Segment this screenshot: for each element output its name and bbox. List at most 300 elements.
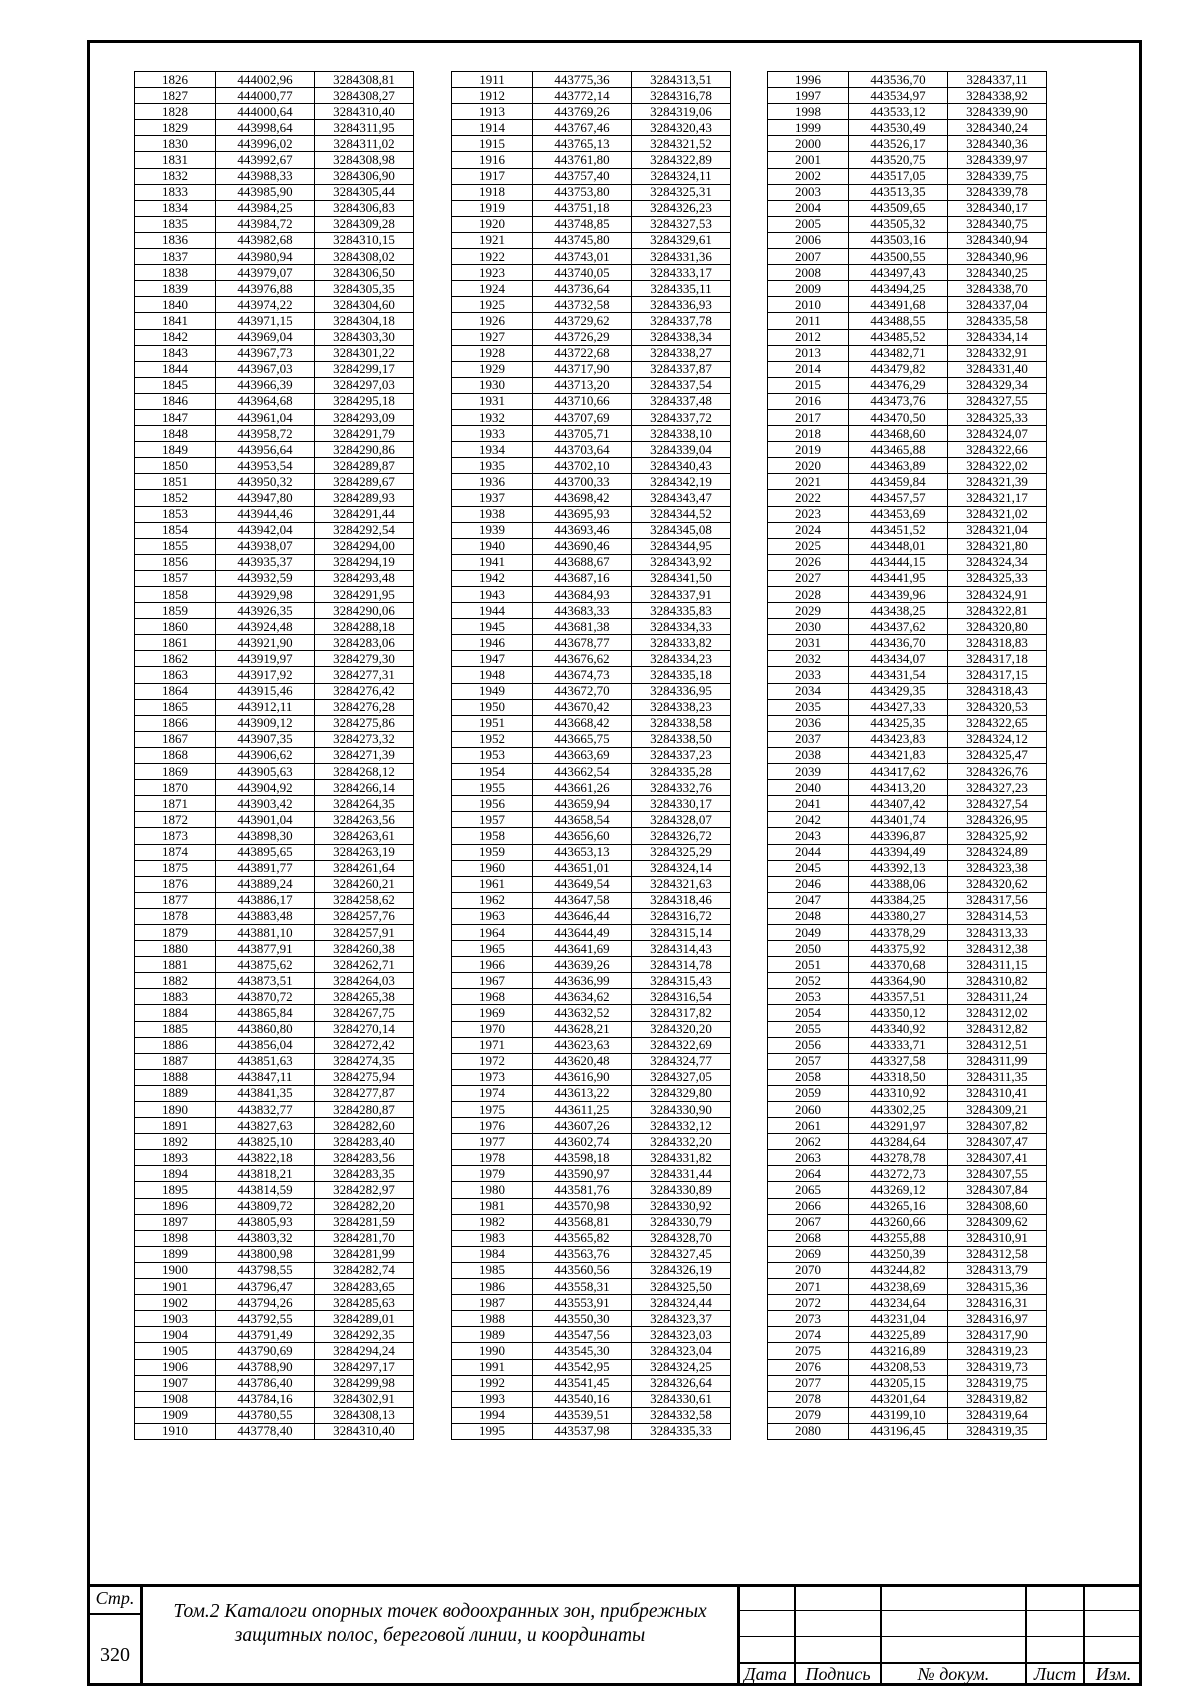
table-row [135, 1423, 414, 1439]
point-number: 1947 [452, 651, 533, 667]
table-row [135, 1214, 414, 1230]
point-number: 2063 [768, 1150, 849, 1166]
table-row [135, 1069, 414, 1085]
coordinate-x: 443976,88 [216, 281, 315, 297]
table-row [135, 747, 414, 763]
table-row [135, 651, 414, 667]
coordinate-y: 3284331,44 [632, 1166, 731, 1182]
coordinate-y: 3284322,69 [632, 1037, 731, 1053]
coordinate-x: 443944,46 [216, 506, 315, 522]
table-row [135, 587, 414, 603]
coordinate-y: 3284310,15 [315, 232, 414, 248]
table-row [452, 1343, 731, 1359]
coordinate-y: 3284325,50 [632, 1279, 731, 1295]
table-row [452, 1375, 731, 1391]
coordinate-x: 443375,92 [849, 941, 948, 957]
point-number: 1951 [452, 715, 533, 731]
coordinate-x: 443413,20 [849, 780, 948, 796]
point-number: 1892 [135, 1134, 216, 1150]
point-number: 2071 [768, 1279, 849, 1295]
coordinate-x: 443468,60 [849, 426, 948, 442]
point-number: 1918 [452, 184, 533, 200]
point-number: 1902 [135, 1295, 216, 1311]
table-row [452, 1037, 731, 1053]
coordinate-y: 3284270,14 [315, 1021, 414, 1037]
coordinate-y: 3284316,72 [632, 908, 731, 924]
table-row [452, 72, 731, 88]
table-row [135, 731, 414, 747]
coordinate-y: 3284317,56 [948, 892, 1047, 908]
coordinate-x: 443672,70 [533, 683, 632, 699]
coordinate-y: 3284329,34 [948, 377, 1047, 393]
table-row [768, 152, 1047, 168]
coordinate-x: 443425,35 [849, 715, 948, 731]
coordinate-y: 3284294,19 [315, 554, 414, 570]
coordinate-x: 443992,67 [216, 152, 315, 168]
coordinate-y: 3284340,94 [948, 232, 1047, 248]
point-number: 1961 [452, 876, 533, 892]
table-row [768, 587, 1047, 603]
point-number: 2024 [768, 522, 849, 538]
coordinate-y: 3284317,18 [948, 651, 1047, 667]
table-row [452, 490, 731, 506]
table-row [135, 120, 414, 136]
coordinate-y: 3284275,86 [315, 715, 414, 731]
point-number: 1939 [452, 522, 533, 538]
point-number: 1899 [135, 1246, 216, 1262]
point-number: 2007 [768, 249, 849, 265]
point-number: 1950 [452, 699, 533, 715]
table-row [135, 828, 414, 844]
point-number: 2008 [768, 265, 849, 281]
point-number: 2018 [768, 426, 849, 442]
coordinate-x: 443903,42 [216, 796, 315, 812]
coordinate-x: 443926,35 [216, 603, 315, 619]
table-row [135, 538, 414, 554]
point-number: 1997 [768, 88, 849, 104]
coordinate-y: 3284324,14 [632, 860, 731, 876]
coordinate-y: 3284257,91 [315, 924, 414, 940]
coordinate-y: 3284276,42 [315, 683, 414, 699]
coordinate-x: 443929,98 [216, 587, 315, 603]
point-number: 2074 [768, 1327, 849, 1343]
point-number: 1988 [452, 1311, 533, 1327]
table-row [768, 474, 1047, 490]
table-row [135, 297, 414, 313]
coordinate-x: 443513,35 [849, 184, 948, 200]
table-row [452, 844, 731, 860]
point-number: 1827 [135, 88, 216, 104]
point-number: 1875 [135, 860, 216, 876]
coordinate-x: 443668,42 [533, 715, 632, 731]
table-row [135, 699, 414, 715]
table-row [768, 104, 1047, 120]
page-label: Стр. [95, 1588, 135, 1608]
coordinate-x: 443216,89 [849, 1343, 948, 1359]
coordinate-x: 443646,44 [533, 908, 632, 924]
point-number: 1836 [135, 232, 216, 248]
coordinate-x: 443658,54 [533, 812, 632, 828]
point-number: 1883 [135, 989, 216, 1005]
coordinate-y: 3284314,43 [632, 941, 731, 957]
coordinate-y: 3284306,83 [315, 200, 414, 216]
table-row [768, 731, 1047, 747]
table-row [135, 409, 414, 425]
coordinate-x: 443421,83 [849, 747, 948, 763]
point-number: 2054 [768, 1005, 849, 1021]
table-row [135, 1021, 414, 1037]
coordinate-x: 443278,78 [849, 1150, 948, 1166]
coordinate-x: 443542,95 [533, 1359, 632, 1375]
coordinate-y: 3284324,07 [948, 426, 1047, 442]
point-number: 1894 [135, 1166, 216, 1182]
coordinate-y: 3284303,30 [315, 329, 414, 345]
coordinate-x: 443860,80 [216, 1021, 315, 1037]
table-row [135, 1198, 414, 1214]
coordinate-x: 443378,29 [849, 924, 948, 940]
coordinate-y: 3284319,06 [632, 104, 731, 120]
point-number: 1915 [452, 136, 533, 152]
coordinate-y: 3284312,51 [948, 1037, 1047, 1053]
table-row [768, 1311, 1047, 1327]
table-row [135, 216, 414, 232]
coordinate-x: 443877,91 [216, 941, 315, 957]
table-row [452, 184, 731, 200]
coordinate-y: 3284308,81 [315, 72, 414, 88]
table-row [768, 1182, 1047, 1198]
coordinate-y: 3284340,24 [948, 120, 1047, 136]
coordinate-y: 3284329,61 [632, 232, 731, 248]
coordinate-y: 3284340,36 [948, 136, 1047, 152]
point-number: 2076 [768, 1359, 849, 1375]
table-row [135, 844, 414, 860]
coordinate-y: 3284335,33 [632, 1423, 731, 1439]
coordinate-y: 3284326,95 [948, 812, 1047, 828]
table-row [135, 1150, 414, 1166]
table-row [135, 812, 414, 828]
point-number: 1910 [135, 1423, 216, 1439]
table-row [768, 184, 1047, 200]
table-row [135, 345, 414, 361]
coordinate-x: 443526,17 [849, 136, 948, 152]
table-row [452, 1407, 731, 1423]
point-number: 1920 [452, 216, 533, 232]
coordinate-y: 3284324,11 [632, 168, 731, 184]
point-number: 1978 [452, 1150, 533, 1166]
point-number: 1953 [452, 747, 533, 763]
coordinate-x: 443434,07 [849, 651, 948, 667]
coordinate-y: 3284310,82 [948, 973, 1047, 989]
coordinate-y: 3284320,80 [948, 619, 1047, 635]
table-row [452, 780, 731, 796]
table-row [135, 168, 414, 184]
table-row [135, 924, 414, 940]
coordinate-y: 3284307,82 [948, 1118, 1047, 1134]
coordinate-y: 3284326,19 [632, 1262, 731, 1278]
coordinate-y: 3284327,05 [632, 1069, 731, 1085]
coordinate-y: 3284326,76 [948, 764, 1047, 780]
coordinate-x: 443503,16 [849, 232, 948, 248]
coordinate-y: 3284338,92 [948, 88, 1047, 104]
table-row [452, 1262, 731, 1278]
point-number: 1857 [135, 570, 216, 586]
coordinate-y: 3284327,55 [948, 393, 1047, 409]
coordinate-x: 443302,25 [849, 1102, 948, 1118]
table-row [135, 860, 414, 876]
coordinate-y: 3284301,22 [315, 345, 414, 361]
table-row [452, 88, 731, 104]
point-number: 2021 [768, 474, 849, 490]
coordinate-x: 443225,89 [849, 1327, 948, 1343]
table-row [135, 72, 414, 88]
coordinate-x: 443494,25 [849, 281, 948, 297]
coordinate-y: 3284325,47 [948, 747, 1047, 763]
coordinate-x: 443780,55 [216, 1407, 315, 1423]
table-row [452, 522, 731, 538]
coordinate-y: 3284342,19 [632, 474, 731, 490]
table-row [452, 603, 731, 619]
coordinate-y: 3284257,76 [315, 908, 414, 924]
table-row [452, 699, 731, 715]
table-row [452, 908, 731, 924]
coordinate-y: 3284264,35 [315, 796, 414, 812]
table-row [452, 1118, 731, 1134]
table-row [135, 908, 414, 924]
coordinate-y: 3284310,40 [315, 104, 414, 120]
coordinate-y: 3284281,59 [315, 1214, 414, 1230]
coordinate-y: 3284267,75 [315, 1005, 414, 1021]
table-row [452, 1230, 731, 1246]
coordinate-y: 3284344,52 [632, 506, 731, 522]
table-row [768, 88, 1047, 104]
point-number: 2012 [768, 329, 849, 345]
coordinate-y: 3284281,70 [315, 1230, 414, 1246]
coordinate-x: 443757,40 [533, 168, 632, 184]
table-row [768, 747, 1047, 763]
coordinate-x: 443784,16 [216, 1391, 315, 1407]
coordinate-x: 443796,47 [216, 1279, 315, 1295]
point-number: 1955 [452, 780, 533, 796]
table-row [452, 1391, 731, 1407]
coordinate-x: 443717,90 [533, 361, 632, 377]
point-number: 2003 [768, 184, 849, 200]
coordinate-y: 3284324,77 [632, 1053, 731, 1069]
point-number: 1965 [452, 941, 533, 957]
coordinate-x: 443984,25 [216, 200, 315, 216]
coordinate-x: 443392,13 [849, 860, 948, 876]
coordinate-y: 3284289,87 [315, 458, 414, 474]
coordinate-x: 443388,06 [849, 876, 948, 892]
table-row [452, 828, 731, 844]
coordinate-y: 3284319,35 [948, 1423, 1047, 1439]
coordinate-y: 3284311,99 [948, 1053, 1047, 1069]
coordinate-x: 443827,63 [216, 1118, 315, 1134]
coordinate-y: 3284336,93 [632, 297, 731, 313]
table-row [135, 1230, 414, 1246]
point-number: 1987 [452, 1295, 533, 1311]
coordinate-x: 443998,64 [216, 120, 315, 136]
point-number: 2077 [768, 1375, 849, 1391]
coordinate-x: 443924,48 [216, 619, 315, 635]
point-number: 1846 [135, 393, 216, 409]
coordinate-x: 443537,98 [533, 1423, 632, 1439]
coordinate-x: 443814,59 [216, 1182, 315, 1198]
coordinate-y: 3284332,76 [632, 780, 731, 796]
point-number: 1909 [135, 1407, 216, 1423]
coordinate-y: 3284293,48 [315, 570, 414, 586]
coordinate-x: 443956,64 [216, 442, 315, 458]
coordinate-x: 443778,40 [216, 1423, 315, 1439]
point-number: 2017 [768, 409, 849, 425]
coordinate-y: 3284318,46 [632, 892, 731, 908]
coordinate-x: 443818,21 [216, 1166, 315, 1182]
point-number: 1851 [135, 474, 216, 490]
point-number: 1856 [135, 554, 216, 570]
revision-row-line-1 [737, 1610, 1142, 1611]
coordinate-x: 443540,16 [533, 1391, 632, 1407]
coordinate-x: 443590,97 [533, 1166, 632, 1182]
table-row [768, 345, 1047, 361]
point-number: 1840 [135, 297, 216, 313]
coordinate-x: 443491,68 [849, 297, 948, 313]
coordinate-x: 443364,90 [849, 973, 948, 989]
point-number: 1905 [135, 1343, 216, 1359]
coordinate-y: 3284320,62 [948, 876, 1047, 892]
table-row [452, 924, 731, 940]
point-number: 2023 [768, 506, 849, 522]
coordinate-x: 443394,49 [849, 844, 948, 860]
point-number: 2068 [768, 1230, 849, 1246]
coordinate-x: 443541,45 [533, 1375, 632, 1391]
coordinate-y: 3284322,02 [948, 458, 1047, 474]
coordinate-y: 3284295,18 [315, 393, 414, 409]
coordinate-y: 3284309,62 [948, 1214, 1047, 1230]
coordinate-x: 443695,93 [533, 506, 632, 522]
table-row [768, 635, 1047, 651]
table-row [452, 667, 731, 683]
point-number: 1887 [135, 1053, 216, 1069]
coordinate-y: 3284337,54 [632, 377, 731, 393]
point-number: 2069 [768, 1246, 849, 1262]
point-number: 1934 [452, 442, 533, 458]
coordinate-y: 3284337,11 [948, 72, 1047, 88]
table-row [768, 683, 1047, 699]
table-row [768, 1359, 1047, 1375]
point-number: 2044 [768, 844, 849, 860]
table-row [768, 329, 1047, 345]
coordinate-y: 3284339,04 [632, 442, 731, 458]
point-number: 1989 [452, 1327, 533, 1343]
point-number: 1977 [452, 1134, 533, 1150]
table-row [135, 522, 414, 538]
coordinate-y: 3284321,63 [632, 876, 731, 892]
table-row [768, 1407, 1047, 1423]
table-row [768, 924, 1047, 940]
coordinate-x: 443459,84 [849, 474, 948, 490]
point-number: 1906 [135, 1359, 216, 1375]
coordinate-y: 3284311,15 [948, 957, 1047, 973]
coordinate-y: 3284345,08 [632, 522, 731, 538]
table-row [452, 1423, 731, 1439]
coordinate-x: 443602,74 [533, 1134, 632, 1150]
table-row [452, 812, 731, 828]
point-number: 1946 [452, 635, 533, 651]
coordinate-y: 3284326,23 [632, 200, 731, 216]
coordinate-x: 443448,01 [849, 538, 948, 554]
coordinate-y: 3284312,38 [948, 941, 1047, 957]
table-row [452, 136, 731, 152]
point-number: 1889 [135, 1085, 216, 1101]
coordinate-x: 443703,64 [533, 442, 632, 458]
point-number: 1903 [135, 1311, 216, 1327]
coordinate-x: 443979,07 [216, 265, 315, 281]
coordinate-y: 3284283,06 [315, 635, 414, 651]
coordinate-y: 3284297,03 [315, 377, 414, 393]
coordinate-y: 3284327,23 [948, 780, 1047, 796]
table-row [135, 1295, 414, 1311]
table-row [452, 361, 731, 377]
coordinate-y: 3284289,01 [315, 1311, 414, 1327]
coordinate-x: 443786,40 [216, 1375, 315, 1391]
coordinate-x: 443482,71 [849, 345, 948, 361]
coordinate-x: 443260,66 [849, 1214, 948, 1230]
coordinate-x: 443639,26 [533, 957, 632, 973]
coordinate-y: 3284337,04 [948, 297, 1047, 313]
point-number: 1996 [768, 72, 849, 88]
table-row [135, 1375, 414, 1391]
coordinate-x: 443441,95 [849, 570, 948, 586]
coordinate-y: 3284313,33 [948, 924, 1047, 940]
coordinate-y: 3284305,35 [315, 281, 414, 297]
coordinate-x: 443743,01 [533, 249, 632, 265]
coordinate-x: 443740,05 [533, 265, 632, 281]
table-row [768, 522, 1047, 538]
point-number: 1871 [135, 796, 216, 812]
point-number: 2060 [768, 1102, 849, 1118]
coordinate-x: 443875,62 [216, 957, 315, 973]
table-row [768, 1214, 1047, 1230]
coordinate-x: 443947,80 [216, 490, 315, 506]
coordinate-x: 443676,62 [533, 651, 632, 667]
coordinate-x: 443791,49 [216, 1327, 315, 1343]
table-row [452, 216, 731, 232]
point-number: 1969 [452, 1005, 533, 1021]
coordinate-y: 3284316,31 [948, 1295, 1047, 1311]
point-number: 1896 [135, 1198, 216, 1214]
point-number: 2064 [768, 1166, 849, 1182]
coordinate-y: 3284306,90 [315, 168, 414, 184]
table-row [135, 876, 414, 892]
point-number: 1948 [452, 667, 533, 683]
coordinate-y: 3284311,35 [948, 1069, 1047, 1085]
point-number: 1994 [452, 1407, 533, 1423]
point-number: 2045 [768, 860, 849, 876]
coordinate-x: 443988,33 [216, 168, 315, 184]
coordinate-y: 3284339,90 [948, 104, 1047, 120]
table-row [452, 1150, 731, 1166]
point-number: 2050 [768, 941, 849, 957]
coordinate-y: 3284282,74 [315, 1262, 414, 1278]
coordinate-y: 3284266,14 [315, 780, 414, 796]
point-number: 1993 [452, 1391, 533, 1407]
coordinate-y: 3284334,14 [948, 329, 1047, 345]
coordinate-x: 443980,94 [216, 249, 315, 265]
table-row [135, 1391, 414, 1407]
point-number: 1841 [135, 313, 216, 329]
header-document-number: № докум. [917, 1664, 990, 1684]
point-number: 1891 [135, 1118, 216, 1134]
point-number: 1995 [452, 1423, 533, 1439]
